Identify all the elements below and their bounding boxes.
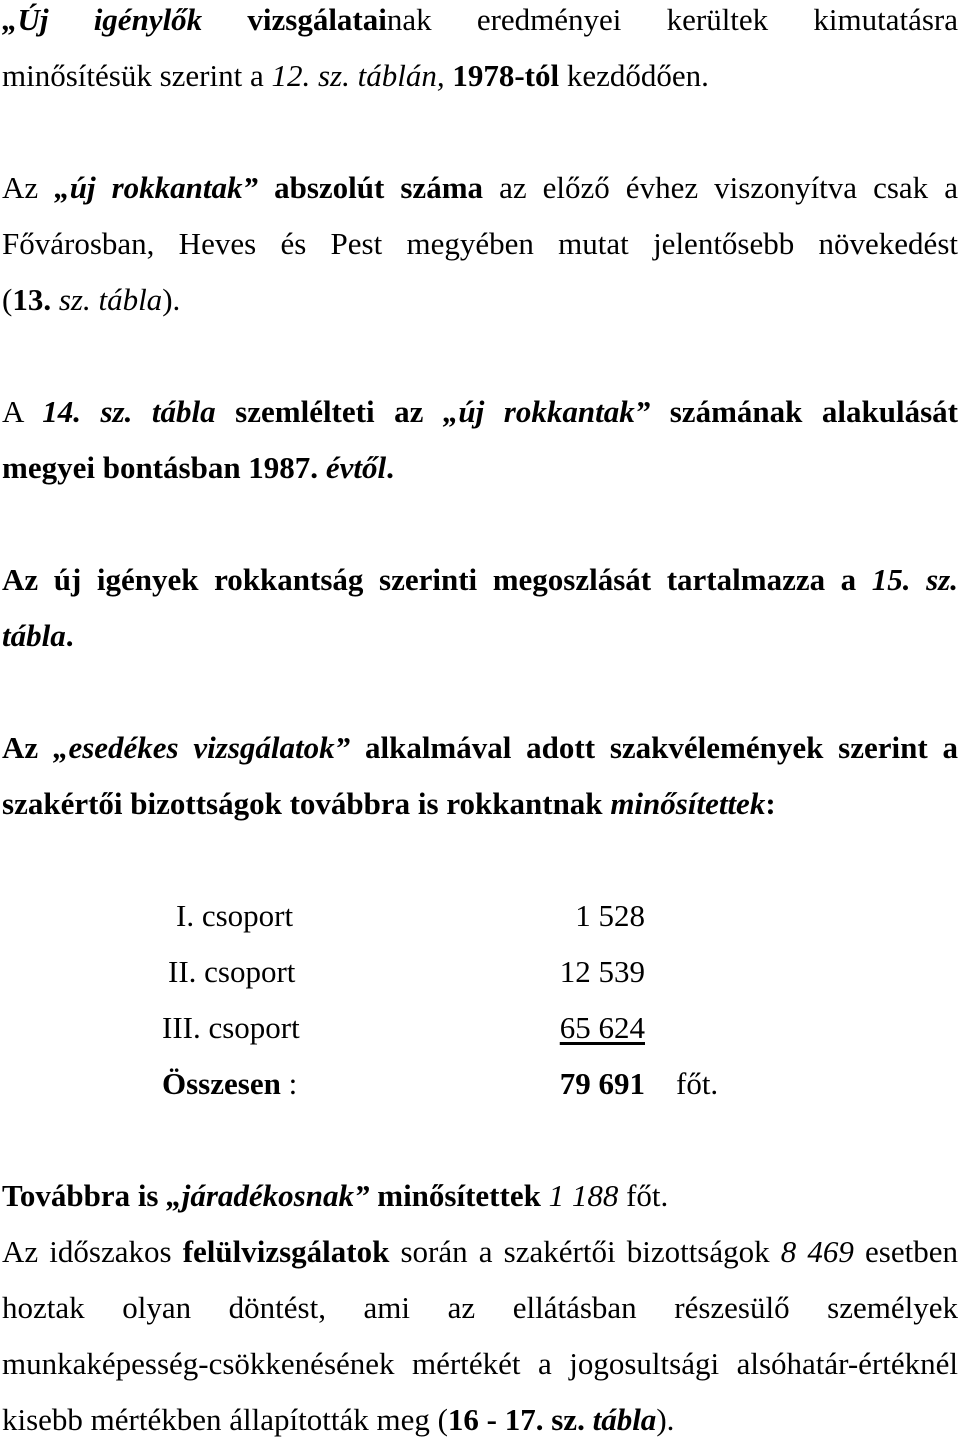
count-value: 1 188 (548, 1178, 619, 1213)
plain-text: esetben (853, 1234, 958, 1269)
document-page (2, 0, 958, 1440)
count-value: 8 469 (780, 1234, 854, 1269)
plain-text: ). (162, 282, 181, 317)
table-row (2, 952, 958, 992)
text-line (2, 168, 958, 208)
bold-text: Az (2, 730, 53, 765)
bold-text: : (765, 786, 776, 821)
plain-text: hoztak olyan döntést, ami az ellátásban részesülő személyek (2, 1290, 958, 1325)
unit-label: főt. (676, 1066, 719, 1101)
text-line (2, 1344, 958, 1384)
table-total-row (2, 1064, 958, 1104)
bold-text: . (65, 618, 74, 653)
text-line (2, 448, 958, 488)
plain-text: minősítésük szerint a (2, 58, 272, 93)
plain-text: során a szakértői bizottságok (389, 1234, 781, 1269)
bold-text: vizsgálatai (202, 2, 387, 37)
group-numeral: II. (168, 954, 197, 989)
plain-text: főt. (618, 1178, 669, 1213)
group-label: csoport (201, 898, 294, 933)
plain-text: Fővárosban, Heves és Pest megyében mutat jelentősebb növekedést (2, 226, 958, 261)
emphasized-term: „járadékosnak” (166, 1178, 370, 1213)
plain-text: ). (656, 1402, 675, 1437)
bold-text: alkalmával adott szakvélemények szerint a (350, 730, 959, 765)
plain-text: A (2, 394, 43, 429)
plain-text: munkaképesség-csökkenésének mértékét a jogosultsági alsóhatár-értéknél (2, 1346, 958, 1381)
paragraph-new-disabled-count (2, 168, 958, 320)
bold-text: szakértői bizottságok továbbra is rokkantnak (2, 786, 611, 821)
paragraph-new-applicants (2, 0, 958, 96)
emphasized-term: „új rokkantak” (54, 170, 259, 205)
total-separator: : (280, 1066, 298, 1101)
text-line (2, 616, 958, 656)
group-label: csoport (204, 954, 296, 989)
paragraph-county-breakdown (2, 392, 958, 488)
bold-text: 1978-tól (444, 58, 560, 93)
table-reference: sz. tábla (51, 282, 163, 317)
plain-text: Az időszakos (2, 1234, 183, 1269)
total-label-text: Összesen (162, 1066, 281, 1101)
text-line (2, 728, 958, 768)
paragraph-periodic-reviews (2, 1232, 958, 1440)
bold-text: számának alakulását (650, 394, 958, 429)
plain-text: kisebb mértékben állapították meg ( (2, 1402, 448, 1437)
group-table (2, 896, 958, 1104)
table-reference: 15. sz. (871, 562, 958, 597)
total-count: 79 691 (559, 1066, 645, 1101)
plain-text: az előző évhez viszonyítva csak a (483, 170, 958, 205)
paragraph-disability-distribution (2, 560, 958, 656)
bold-text: Továbbra is (2, 1178, 167, 1213)
text-line (2, 56, 958, 96)
text-line (2, 1176, 958, 1216)
emphasized-term: minősítettek (610, 786, 766, 821)
emphasized-term: „új rokkantak” (442, 394, 651, 429)
paragraph-due-examinations (2, 728, 958, 824)
bold-text: . (386, 450, 394, 485)
group-numeral: III. (162, 1010, 201, 1045)
bold-text: felülvizsgálatok (182, 1234, 390, 1269)
text-line (2, 560, 958, 600)
table-row (2, 1008, 958, 1048)
group-count: 12 539 (559, 954, 645, 989)
text-line (2, 1288, 958, 1328)
plain-text: Az (2, 170, 55, 205)
paragraph-annuity (2, 1176, 958, 1216)
table-row (2, 896, 958, 936)
text-line (2, 1232, 958, 1272)
bold-text: abszolút száma (258, 170, 484, 205)
bold-text: szemlélteti az (215, 394, 443, 429)
table-reference: 12. sz. táblán, (271, 58, 445, 93)
table-reference: tábla (2, 618, 66, 653)
group-count: 65 624 (559, 1010, 645, 1045)
text-line (2, 0, 958, 40)
text-line (2, 392, 958, 432)
emphasized-term: „Új igénylők (2, 2, 203, 37)
table-reference: 13. (12, 282, 52, 317)
plain-text: kezdődően. (559, 58, 709, 93)
table-reference: 14. sz. tábla (42, 394, 216, 429)
emphasized-term: „esedékes vizsgálatok” (52, 730, 351, 765)
emphasized-term: évtől (325, 450, 387, 485)
group-label: csoport (208, 1010, 300, 1045)
group-numeral: I. (176, 898, 195, 933)
text-line (2, 280, 958, 320)
bold-text: megyei bontásban 1987. (2, 450, 326, 485)
bold-text: minősítettek (369, 1178, 549, 1213)
bold-text: Az új igények rokkantság szerinti megoszlását tartalmazza a (2, 562, 872, 597)
group-count: 1 528 (575, 898, 645, 933)
text-line (2, 224, 958, 264)
text-line (2, 1400, 958, 1440)
table-reference: tábla (584, 1402, 657, 1437)
plain-text: ( (2, 282, 13, 317)
plain-text: nak eredményei kerültek kimutatásra (386, 2, 958, 37)
table-reference: 16 - 17. sz. (447, 1402, 585, 1437)
text-line (2, 784, 958, 824)
